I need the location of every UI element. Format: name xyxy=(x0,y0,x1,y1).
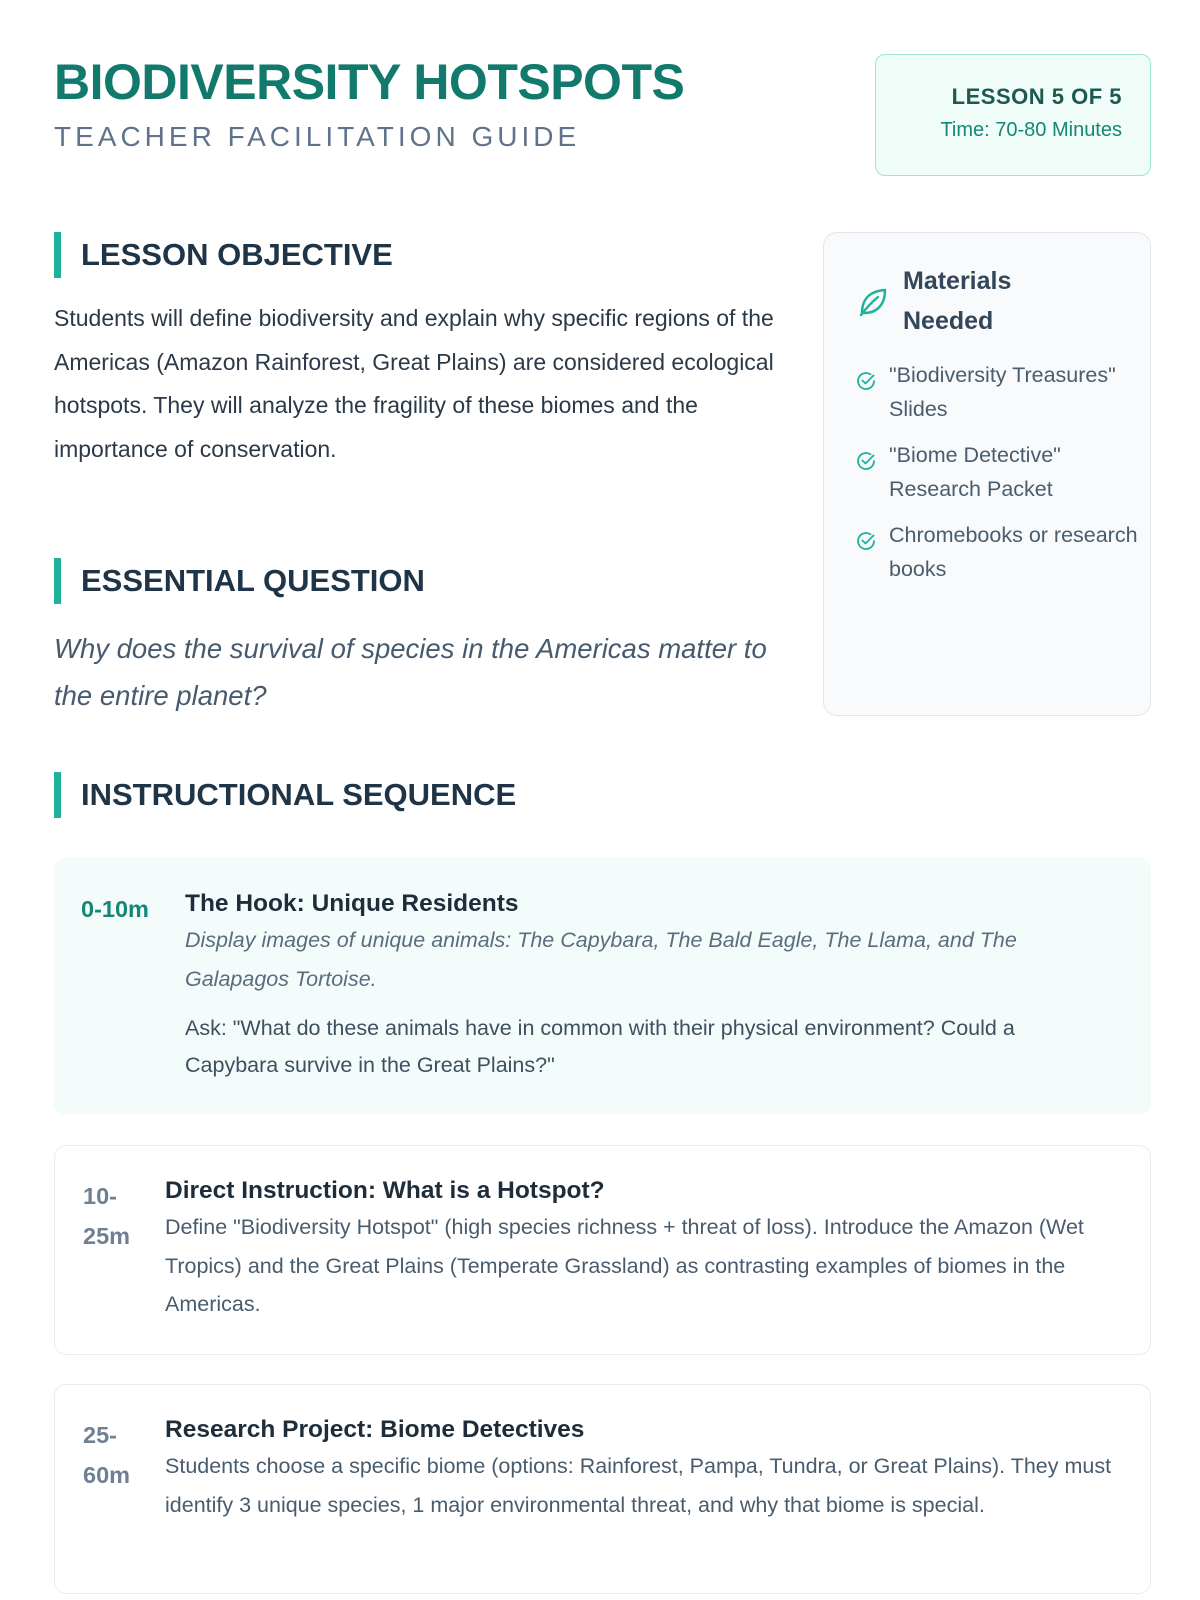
material-item xyxy=(856,439,1146,506)
step-time: 10-25m xyxy=(83,1183,131,1249)
sequence-step-research-project xyxy=(54,1384,1151,1594)
materials-list xyxy=(856,359,1146,599)
step-body xyxy=(185,887,1110,1083)
material-item-label: "Biodiversity Treasures" Slides xyxy=(889,363,1116,421)
document-subtitle: TEACHER FACILITATION GUIDE xyxy=(54,121,581,152)
step-description: Define "Biodiversity Hotspot" (high species richness + threat of loss). Introduce the Amazon (Wet Tropics) and the Great Plains (Temperate Grassland) as contrasting examples of biomes in the Americas. xyxy=(165,1215,1084,1316)
step-title: The Hook: Unique Residents xyxy=(185,890,519,917)
lesson-badge xyxy=(875,54,1151,176)
lesson-number: LESSON 5 OF 5 xyxy=(951,84,1122,109)
step-time: 25-60m xyxy=(83,1422,131,1488)
step-body xyxy=(165,1413,1125,1524)
essential-question-heading: ESSENTIAL QUESTION xyxy=(54,558,425,604)
step-body xyxy=(165,1174,1125,1324)
objective-text: Students will define biodiversity and explain why specific regions of the Americas (Amazon Rainforest, Great Plains) are considered ecological hotspots. They will analyze the fragility of these biomes and the importance of conservation. xyxy=(54,305,774,462)
leaf-icon xyxy=(856,285,890,319)
step-description: Students choose a specific biome (options: Rainforest, Pampa, Tundra, or Great Plains). They must identify 3 unique species, 1 major environmental threat, and why that biome is special. xyxy=(165,1454,1112,1517)
objective-heading: LESSON OBJECTIVE xyxy=(54,232,393,278)
material-item xyxy=(856,359,1146,426)
check-circle-icon xyxy=(856,448,876,468)
step-title: Direct Instruction: What is a Hotspot? xyxy=(165,1177,605,1204)
check-circle-icon xyxy=(856,368,876,388)
lesson-time: Time: 70-80 Minutes xyxy=(940,119,1122,141)
material-item xyxy=(856,519,1146,586)
sequence-step-direct-instruction xyxy=(54,1145,1151,1355)
step-time: 0-10m xyxy=(81,896,149,922)
sequence-heading: INSTRUCTIONAL SEQUENCE xyxy=(54,772,516,818)
step-prompt: Ask: "What do these animals have in common with their physical environment? Could a Capybara survive in the Great Plains?" xyxy=(185,1016,1015,1077)
material-item-label: "Biome Detective" Research Packet xyxy=(889,443,1061,501)
sequence-step-hook xyxy=(54,858,1151,1114)
material-item-label: Chromebooks or research books xyxy=(889,523,1138,581)
check-circle-icon xyxy=(856,528,876,548)
materials-title: Materials Needed xyxy=(903,267,1012,335)
step-title: Research Project: Biome Detectives xyxy=(165,1416,585,1443)
essential-question-text: Why does the survival of species in the Americas matter to the entire planet? xyxy=(54,633,767,711)
materials-card xyxy=(823,232,1151,716)
step-description: Display images of unique animals: The Capybara, The Bald Eagle, The Llama, and The Galapagos Tortoise. xyxy=(185,928,1017,991)
document-title: BIODIVERSITY HOTSPOTS xyxy=(54,54,685,110)
